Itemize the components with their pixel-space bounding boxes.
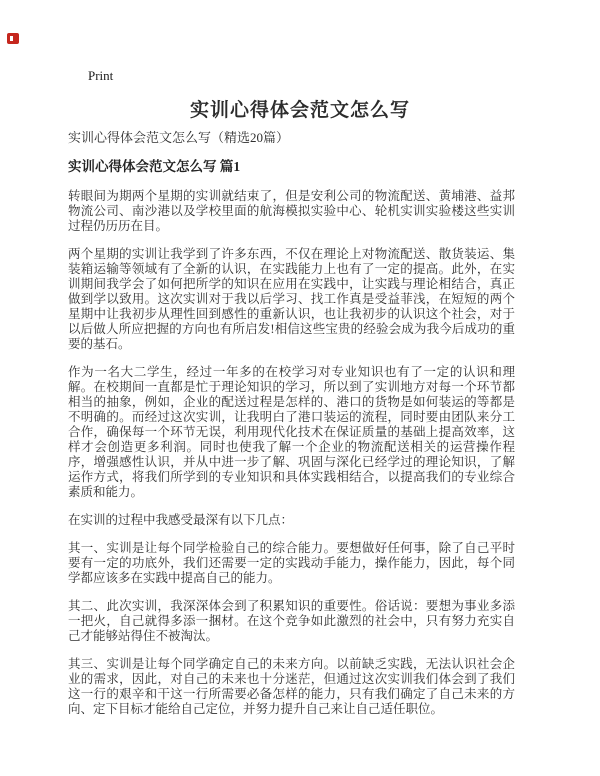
article-paragraph: 在实训的过程中我感受最深有以下几点： [68, 513, 294, 527]
article-paragraph: 其一、实训是让每个同学检验自己的综合能力。要想做好任何事，除了自己平时要有一定的功底外，我们还需要一定的实践动手能力，操作能力，因此，每个同学都应该多在实践中提高自己的能力。 [68, 541, 515, 585]
article-heading: 实训心得体会范文怎么写 篇1 [68, 159, 241, 174]
article-paragraph: 两个星期的实训让我学到了许多东西，不仅在理论上对物流配送、散货装运、集装箱运输等领域有了全新的认识，在实践能力上也有了一定的提高。此外，在实训期间我学会了如何把所学的知识在应用在实践中，让实践与理论相结合，真正做到学以致用。这次实训对于我以后学习、找工作真是受益菲浅，在短短的两个星期中让我初步从理性回到感性的重新认识，也让我初步的认识这个社会，对于以后做人所应把握的方向也有所启发!相信这些宝贵的经验会成为我今后成功的重要的基石。 [68, 247, 515, 351]
site-logo-icon [7, 33, 19, 44]
page-title: 实训心得体会范文怎么写 [189, 100, 410, 121]
article-content [68, 129, 515, 730]
article-paragraph: 作为一名大二学生，经过一年多的在校学习对专业知识也有了一定的认识和理解。在校期间一直都是忙于理论知识的学习，所以到了实训地方对每一个环节都相当的抽象，例如，企业的配送过程是怎样的、港口的货物是如何装运的等都是不明确的。而经过这次实训，让我明白了港口装运的流程，同时要由团队来分工合作，确保每一个环节无误，利用现代化技术在保证质量的基础上提高效率，这样才会创造更多利润。同时也使我了解一个企业的物流配送相关的运营操作程序，增强感性认识，并从中进一步了解、巩固与深化已经学过的理论知识，了解运作方式，将我们所学到的专业知识和具体实践相结合，以提高我们的专业综合素质和能力。 [68, 365, 515, 499]
article-paragraph: 转眼间为期两个星期的实训就结束了，但是安利公司的物流配送、黄埔港、益邦物流公司、南沙港以及学校里面的航海模拟实验中心、轮机实训实验楼这些实训过程仍历历在目。 [68, 189, 515, 233]
print-button[interactable]: Print [88, 68, 114, 83]
article-paragraph: 其三、实训是让每个同学确定自己的未来方向。以前缺乏实践，无法认识社会企业的需求，因此，对自己的未来也十分迷茫，但通过这次实训我们体会到了我们这一行的艰辛和干这一行所需要必备怎样的能力，只有我们确定了自己未来的方向、定下目标才能给自己定位，并努力提升自己来让自己适任职位。 [68, 657, 515, 716]
article-paragraph: 其二、此次实训，我深深体会到了积累知识的重要性。俗话说：要想为事业多添一把火，自己就得多添一捆材。在这个竞争如此激烈的社会中，只有努力充实自己才能够站得住不被淘汰。 [68, 599, 515, 643]
collection-subtitle: 实训心得体会范文怎么写（精选20篇） [68, 130, 290, 145]
